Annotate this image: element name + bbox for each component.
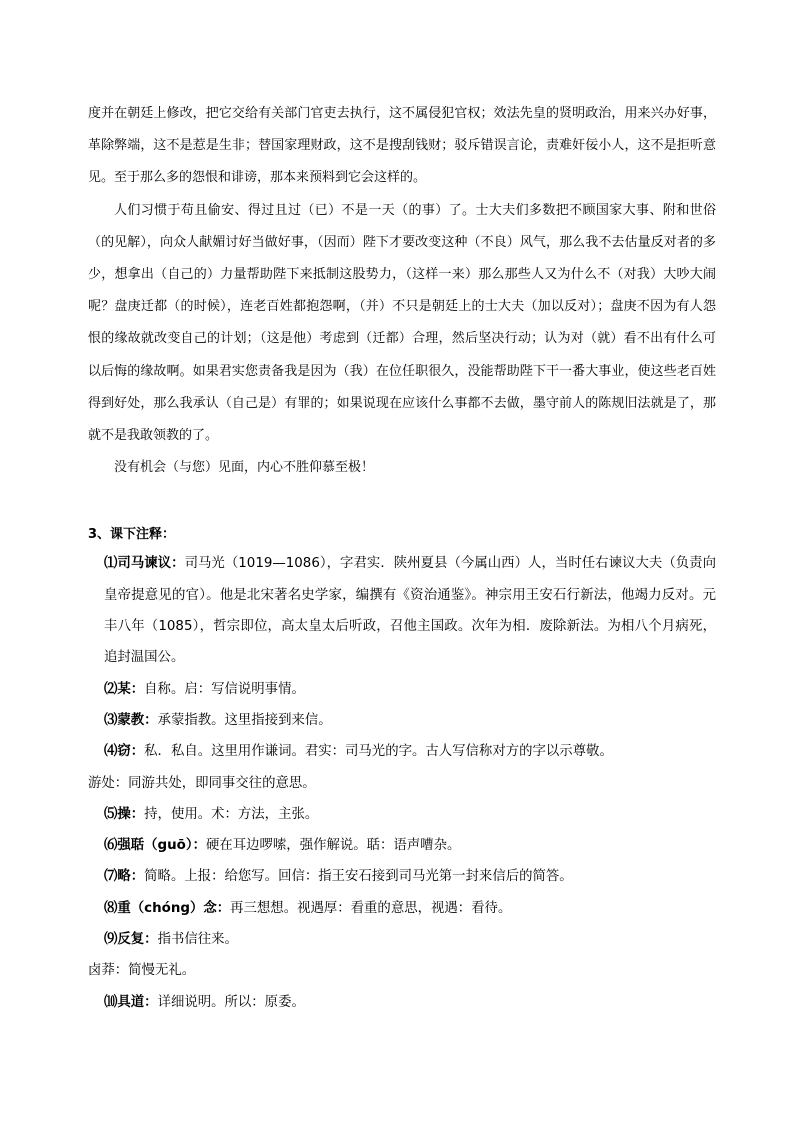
translation-paragraph-1: 度并在朝廷上修改，把它交给有关部门官吏去执行，这不属侵犯官权；效法先皇的贤明政治，用来兴办好事，革除弊端，这不是惹是生非；替国家理财政，这不是搜刮钱财；驳斥错误言论，责难奸佞小人，这不是拒听意见。至于那么多的怨恨和诽谤，那本来预料到它会这样的。: [88, 106, 716, 186]
note-term: ⑺略：: [104, 869, 145, 885]
note-text: 硬在耳边啰嗦，强作解说。聒：语声嘈杂。: [205, 838, 461, 854]
translation-paragraph-2: 人们习惯于苟且偷安、得过且过（已）不是一天（的事）了。士大夫们多数把不顾国家大事、附和世俗（的见解），向众人献媚讨好当做好事，（因而）陛下才要改变这种（不良）风气，那么我不去估量反对者的多少，想拿出（自己的）力量帮助陛下来抵制这股势力，（这样一来）那么那些人又为什么不（对我）大吵大闹呢？盘庚迁都（的时候），连老百姓都抱怨啊，（并）不只是朝廷上的士大夫（加以反对）；盘庚不因为有人怨恨的缘故就改变自己的计划；（这是他）考虑到（迁都）合理，然后坚决行动；认为对（就）看不出有什么可以后悔的缘故啊。如果君实您责备我是因为（我）在位任职很久，没能帮助陛下干一番大事业，使这些老百姓得到好处，那么我承认（自己是）有罪的；如果说现在应该什么事都不去做，墨守前人的陈规旧法就是了，那就不是我敢领教的了。: [88, 202, 716, 444]
note-text: 承蒙指教。这里指接到来信。: [157, 712, 332, 728]
note-text: 再三想想。视遇厚：看重的意思，视遇：看待。: [230, 900, 512, 916]
note-item: [88, 955, 716, 986]
note-item: [88, 893, 716, 924]
note-text: 指书信往来。: [157, 932, 238, 947]
translation-paragraph-3: 没有机会（与您）见面，内心不胜仰慕至极！: [114, 460, 375, 476]
note-text: 自称。启：写信说明事情。: [144, 681, 305, 697]
note-item: [88, 768, 716, 799]
note-item: [88, 674, 716, 705]
section-title-notes: 3、课下注释：: [88, 527, 176, 543]
note-term: ⑻重（chóng）念：: [104, 900, 231, 916]
note-item: [88, 987, 716, 1018]
note-text: 游处：同游共处，即同事交往的意思。: [88, 775, 316, 791]
notes-list: [88, 548, 716, 1017]
note-item: [88, 736, 716, 767]
note-item: [88, 799, 716, 830]
note-term: ⑹强聒（guō）：: [104, 838, 206, 854]
document-page: [88, 0, 716, 1018]
note-term: ⑴司马谏议：: [104, 556, 185, 572]
note-term: ⑷窃：: [104, 744, 145, 760]
note-item: [88, 830, 716, 861]
note-term: ⑽具道：: [104, 994, 158, 1010]
note-term: ⑸操：: [104, 806, 145, 822]
note-text: 卤莽：简慢无礼。: [88, 963, 196, 979]
note-term: ⑵某：: [104, 681, 145, 697]
note-item: [88, 548, 716, 673]
note-text: 私．私自。这里用作谦词。君实：司马光的字。古人写信称对方的字以示尊敬。: [144, 744, 613, 760]
note-text: 详细说明。所以：原委。: [157, 994, 305, 1010]
note-item: [88, 861, 716, 892]
note-item: [88, 705, 716, 736]
note-text: 简略。上报：给您写。回信：指王安石接到司马光第一封来信后的简答。: [144, 869, 573, 885]
note-item: [88, 924, 716, 955]
note-text: 司马光（1019—1086），字君实．陕州夏县（今属山西）人，当时任右谏议大夫（负责向皇帝提意见的官）。他是北宋著名史学家，编撰有《资治通鉴》。神宗用王安石行新法，他竭力反对。元丰八年（1085），哲宗即位，高太皇太后听政，召他主国政。次年为相．废除新法。为相八个月病死，追封温国公。: [104, 556, 716, 666]
note-text: 持，使用。术：方法，主张。: [144, 806, 319, 822]
note-term: ⑶蒙教：: [104, 712, 158, 728]
note-term: ⑼反复：: [104, 932, 158, 947]
